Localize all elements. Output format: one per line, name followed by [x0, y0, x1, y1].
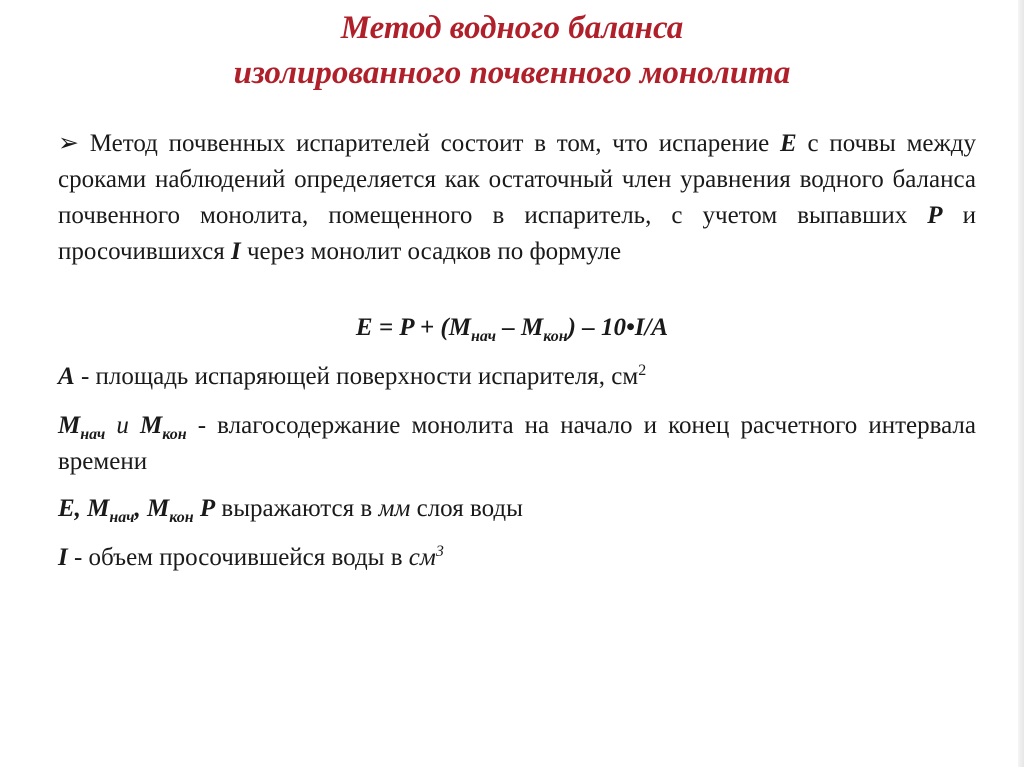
- def-m-text: - влагосодержание монолита на начало и конец расчетного интервала времени: [58, 412, 977, 475]
- def-m-and: и: [105, 412, 141, 439]
- symbol-i: I: [230, 238, 241, 265]
- formula-sub-end: кон: [543, 328, 568, 345]
- title-line-2: изолированного почвенного монолита: [233, 55, 791, 91]
- definition-m: [58, 408, 976, 480]
- definition-i: [58, 540, 976, 576]
- def-a-text: - площадь испаряющей поверхности испарителя, см: [74, 363, 639, 390]
- def-m-symbol-2: M: [140, 412, 163, 439]
- intro-text-4: через монолит осадков по формуле: [240, 238, 622, 265]
- intro-text-2: с почвы между сроками наблюдений определяется как остаточный член уравнения водного баланса почвенного монолита, помещенного в испаритель, с учетом выпавших: [58, 130, 976, 229]
- formula-right: ) – 10•I/A: [567, 314, 669, 341]
- def-a-symbol: A: [58, 363, 75, 390]
- formula-sub-start: нач: [470, 328, 497, 345]
- def-m-symbol-1: M: [58, 412, 81, 439]
- slide-title: [0, 6, 1024, 96]
- def-e-sub-1: нач: [109, 509, 135, 526]
- symbol-e: E: [779, 130, 797, 157]
- def-e-sub-2: кон: [169, 509, 194, 526]
- def-m-sub-2: кон: [162, 426, 187, 443]
- def-m-sub-1: нач: [80, 426, 106, 443]
- intro-text-3: и просочившихся: [58, 202, 976, 265]
- def-e-unit: мм: [378, 495, 411, 522]
- title-line-1: Метод водного баланса: [340, 10, 684, 46]
- definition-a: [58, 359, 976, 395]
- def-i-symbol: I: [58, 544, 68, 571]
- intro-paragraph: [58, 126, 976, 270]
- def-i-sup: 3: [435, 543, 444, 560]
- def-e-p: P: [193, 495, 216, 522]
- formula-left: E = P + (M: [355, 314, 471, 341]
- symbol-p: P: [927, 202, 943, 229]
- bullet-arrow-icon: ➢: [58, 130, 79, 157]
- def-a-sup: 2: [638, 362, 647, 379]
- def-i-unit: см: [408, 544, 436, 571]
- def-e-text-2: слоя воды: [410, 495, 523, 522]
- def-i-text: - объем просочившейся воды в: [67, 544, 409, 571]
- balance-formula: [0, 310, 1024, 346]
- formula-mid: – M: [496, 314, 544, 341]
- definition-units: [58, 491, 976, 527]
- def-e-text-1: выражаются в: [215, 495, 379, 522]
- intro-text-1: Метод почвенных испарителей состоит в том, что испарение: [78, 130, 780, 157]
- def-e-comma: , M: [134, 495, 170, 522]
- def-e-lead: E, M: [58, 495, 110, 522]
